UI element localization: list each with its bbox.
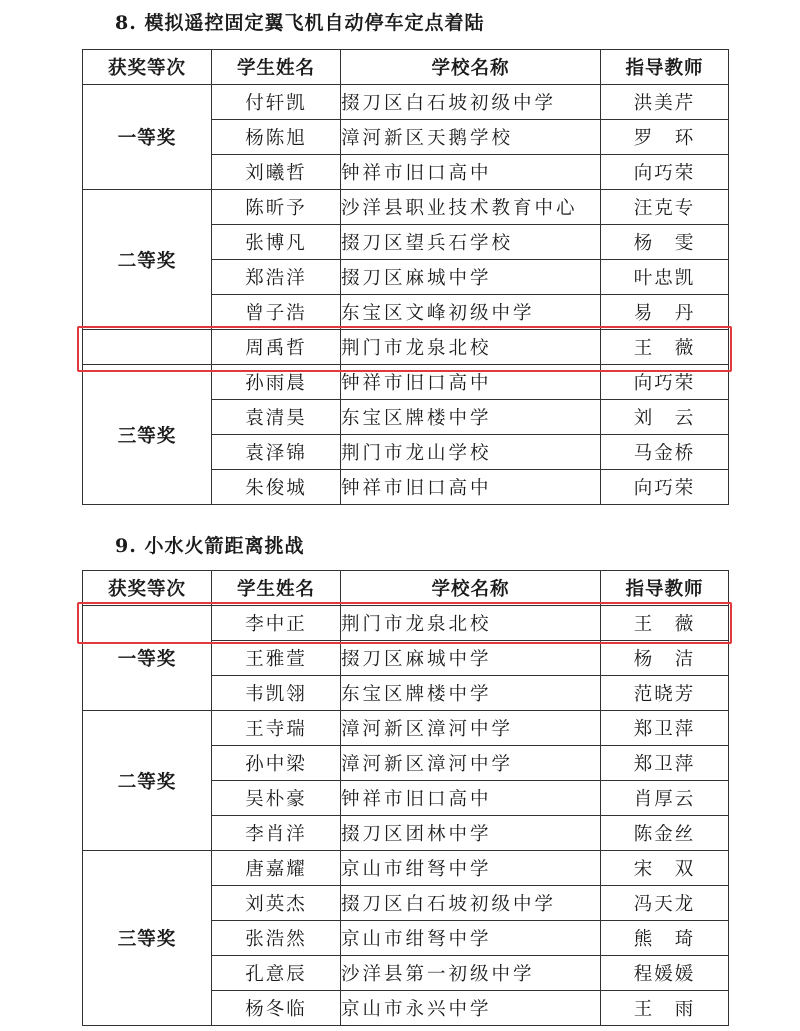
school-name-cell: 荆门市龙泉北校 [341, 606, 601, 641]
student-name-cell: 曾子浩 [212, 295, 341, 330]
teacher-cell: 向巧荣 [601, 365, 729, 400]
school-name-cell: 漳河新区天鹅学校 [341, 120, 601, 155]
teacher-cell: 向巧荣 [601, 470, 729, 505]
student-name-cell: 王雅萱 [212, 641, 341, 676]
teacher-cell: 程媛媛 [601, 956, 729, 991]
student-name-cell: 张浩然 [212, 921, 341, 956]
teacher-cell: 王 雨 [601, 991, 729, 1026]
school-name-cell: 沙洋县职业技术教育中心 [341, 190, 601, 225]
rank-cell: 三等奖 [83, 365, 212, 505]
table-row [83, 851, 729, 886]
teacher-cell: 杨 洁 [601, 641, 729, 676]
award-table-9 [82, 570, 729, 1026]
header-rank: 获奖等次 [83, 571, 212, 606]
teacher-cell: 宋 双 [601, 851, 729, 886]
teacher-cell: 冯天龙 [601, 886, 729, 921]
student-name-cell: 刘曦哲 [212, 155, 341, 190]
school-name-cell: 漳河新区漳河中学 [341, 746, 601, 781]
school-name-cell: 钟祥市旧口高中 [341, 365, 601, 400]
student-name-cell: 刘英杰 [212, 886, 341, 921]
school-name-cell: 钟祥市旧口高中 [341, 470, 601, 505]
table-row-highlighted [83, 330, 729, 365]
teacher-cell: 范晓芳 [601, 676, 729, 711]
table-row [83, 711, 729, 746]
student-name-cell: 杨陈旭 [212, 120, 341, 155]
award-table-8 [82, 49, 729, 505]
school-name-cell: 掇刀区麻城中学 [341, 641, 601, 676]
student-name-cell: 孔意辰 [212, 956, 341, 991]
school-name-cell: 掇刀区白石坡初级中学 [341, 886, 601, 921]
teacher-cell: 肖厚云 [601, 781, 729, 816]
teacher-cell: 王 薇 [601, 606, 729, 641]
student-name-cell: 郑浩洋 [212, 260, 341, 295]
school-name-cell: 京山市永兴中学 [341, 991, 601, 1026]
teacher-cell: 王 薇 [601, 330, 729, 365]
student-name-cell: 张博凡 [212, 225, 341, 260]
teacher-cell: 汪克专 [601, 190, 729, 225]
school-name-cell: 荆门市龙泉北校 [341, 330, 601, 365]
teacher-cell: 刘 云 [601, 400, 729, 435]
header-school-name: 学校名称 [341, 571, 601, 606]
student-name-cell: 唐嘉耀 [212, 851, 341, 886]
school-name-cell: 掇刀区望兵石学校 [341, 225, 601, 260]
student-name-cell: 陈昕予 [212, 190, 341, 225]
rank-cell: 一等奖 [83, 85, 212, 190]
student-name-cell: 李肖洋 [212, 816, 341, 851]
school-name-cell: 钟祥市旧口高中 [341, 781, 601, 816]
school-name-cell: 掇刀区团林中学 [341, 816, 601, 851]
school-name-cell: 沙洋县第一初级中学 [341, 956, 601, 991]
header-teacher: 指导教师 [601, 571, 729, 606]
school-name-cell: 荆门市龙山学校 [341, 435, 601, 470]
header-school-name: 学校名称 [341, 50, 601, 85]
header-rank: 获奖等次 [83, 50, 212, 85]
teacher-cell: 郑卫萍 [601, 711, 729, 746]
rank-cell: 二等奖 [83, 711, 212, 851]
rank-cell: 三等奖 [83, 851, 212, 1026]
school-name-cell: 掇刀区麻城中学 [341, 260, 601, 295]
student-name-cell: 韦凯翎 [212, 676, 341, 711]
section-8-title: 8. 模拟遥控固定翼飞机自动停车定点着陆 [115, 12, 485, 34]
table-row-highlighted [83, 606, 729, 641]
teacher-cell: 陈金丝 [601, 816, 729, 851]
student-name-cell: 袁清昊 [212, 400, 341, 435]
school-name-cell: 京山市绀弩中学 [341, 851, 601, 886]
header-student-name: 学生姓名 [212, 50, 341, 85]
student-name-cell: 杨冬临 [212, 991, 341, 1026]
teacher-cell: 郑卫萍 [601, 746, 729, 781]
student-name-cell: 王寺瑞 [212, 711, 341, 746]
rank-cell: 一等奖 [83, 606, 212, 711]
teacher-cell: 叶忠凯 [601, 260, 729, 295]
table-header-row [83, 571, 729, 606]
school-name-cell: 京山市绀弩中学 [341, 921, 601, 956]
school-name-cell: 东宝区牌楼中学 [341, 400, 601, 435]
school-name-cell: 漳河新区漳河中学 [341, 711, 601, 746]
teacher-cell: 易 丹 [601, 295, 729, 330]
header-student-name: 学生姓名 [212, 571, 341, 606]
student-name-cell: 付轩凯 [212, 85, 341, 120]
teacher-cell: 洪美芹 [601, 85, 729, 120]
student-name-cell: 朱俊城 [212, 470, 341, 505]
school-name-cell: 掇刀区白石坡初级中学 [341, 85, 601, 120]
teacher-cell: 杨 雯 [601, 225, 729, 260]
student-name-cell: 周禹哲 [212, 330, 341, 365]
teacher-cell: 熊 琦 [601, 921, 729, 956]
table-header-row [83, 50, 729, 85]
table-row [83, 85, 729, 120]
student-name-cell: 吴朴豪 [212, 781, 341, 816]
school-name-cell: 东宝区文峰初级中学 [341, 295, 601, 330]
teacher-cell: 马金桥 [601, 435, 729, 470]
rank-cell: 二等奖 [83, 190, 212, 330]
student-name-cell: 孙雨晨 [212, 365, 341, 400]
school-name-cell: 东宝区牌楼中学 [341, 676, 601, 711]
student-name-cell: 袁泽锦 [212, 435, 341, 470]
rank-cell [83, 330, 212, 365]
school-name-cell: 钟祥市旧口高中 [341, 155, 601, 190]
header-teacher: 指导教师 [601, 50, 729, 85]
teacher-cell: 罗 环 [601, 120, 729, 155]
student-name-cell: 李中正 [212, 606, 341, 641]
table-row [83, 365, 729, 400]
student-name-cell: 孙中梁 [212, 746, 341, 781]
teacher-cell: 向巧荣 [601, 155, 729, 190]
section-9-title: 9. 小水火箭距离挑战 [115, 535, 305, 557]
table-row [83, 190, 729, 225]
